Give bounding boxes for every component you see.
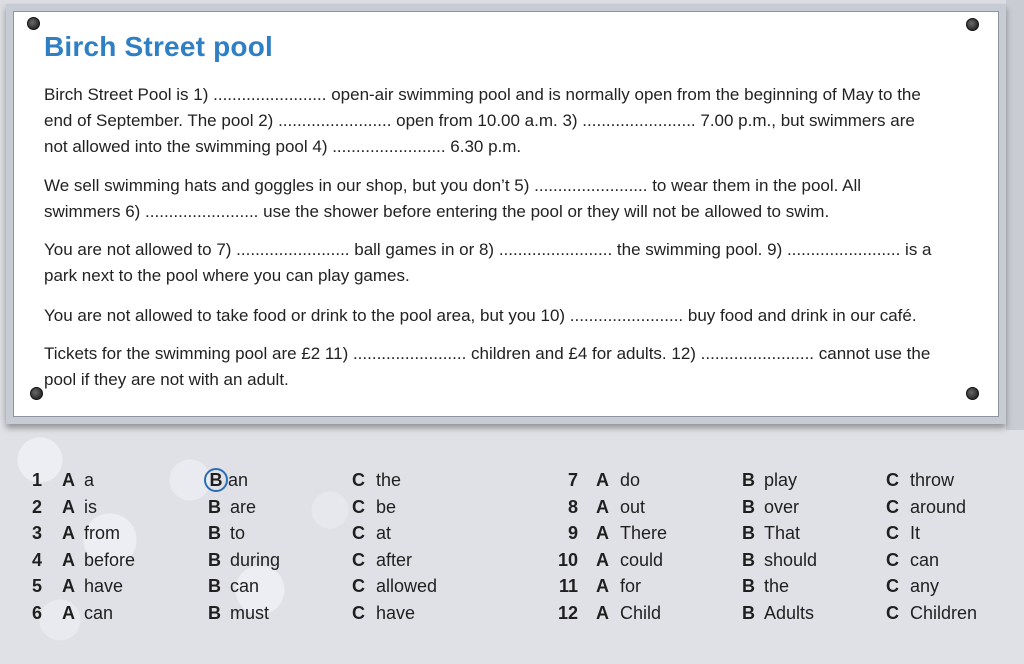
option-b: to — [230, 523, 246, 544]
question-number: 4 — [31, 549, 42, 570]
option-letter-a: A — [62, 496, 75, 517]
option-letter-c: C — [886, 496, 899, 517]
option-b: are — [230, 496, 257, 517]
option-b: should — [764, 549, 818, 570]
option-letter-b: B — [208, 576, 221, 597]
option-row — [0, 576, 480, 602]
option-row — [530, 550, 1010, 576]
option-letter-c: C — [352, 576, 365, 597]
paragraph-2 — [44, 173, 974, 225]
text-line: park next to the pool where you can play games. — [44, 266, 410, 285]
option-a: before — [84, 549, 136, 570]
option-a: is — [84, 496, 97, 517]
option-letter-b: B — [208, 523, 221, 544]
option-c: can — [910, 549, 940, 570]
option-c: It — [910, 523, 921, 544]
question-number: 1 — [31, 470, 42, 490]
option-a: could — [620, 549, 664, 570]
option-letter-c: C — [886, 549, 899, 570]
option-a: Child — [620, 603, 662, 623]
paragraph-3 — [44, 237, 974, 289]
question-number: 11 — [558, 576, 578, 597]
option-c: throw — [910, 470, 955, 490]
option-letter-a: A — [596, 470, 609, 490]
option-b: the — [764, 576, 790, 597]
option-letter-c: C — [886, 523, 899, 544]
option-b: That — [764, 523, 801, 544]
option-letter-a: A — [596, 549, 609, 570]
option-letter-a: A — [62, 549, 75, 570]
option-letter-b: B — [742, 549, 755, 570]
option-row — [530, 603, 1010, 629]
page-edge — [1006, 0, 1024, 430]
question-number: 5 — [31, 576, 42, 597]
question-number: 12 — [557, 603, 578, 623]
option-c: the — [376, 470, 402, 490]
circled-answer-icon: B — [204, 468, 228, 492]
option-b: can — [230, 576, 260, 597]
option-letter-b: B — [208, 603, 221, 623]
text-line: You are not allowed to 7) ........................ ball games in or 8) ........................ the swimming pool. 9) ........................ is a — [44, 240, 932, 259]
option-row — [530, 523, 1010, 549]
option-row — [0, 603, 480, 629]
option-letter-b: B — [742, 603, 755, 623]
option-letter-c: C — [352, 496, 365, 517]
option-a: can — [84, 603, 114, 623]
text-line: You are not allowed to take food or drink to the pool area, but you 10) ........................ buy food and drink in our café. — [44, 306, 917, 325]
option-c: have — [376, 603, 416, 623]
question-number: 2 — [31, 496, 42, 517]
option-row — [0, 497, 480, 523]
rivet-icon — [966, 18, 979, 31]
text-line: not allowed into the swimming pool 4) ........................ 6.30 p.m. — [44, 137, 522, 156]
option-letter-a: A — [596, 523, 609, 544]
option-letter-c: C — [886, 576, 899, 597]
option-letter-b: B — [742, 523, 755, 544]
question-number: 9 — [567, 523, 578, 544]
text-line: end of September. The pool 2) ........................ open from 10.00 a.m. 3) ........................ 7.00 p.m., but swimmers are — [44, 111, 915, 130]
option-row — [530, 497, 1010, 523]
option-c: at — [376, 523, 392, 544]
question-number: 7 — [567, 470, 578, 490]
option-a: out — [620, 496, 646, 517]
option-a: from — [84, 523, 120, 544]
option-letter-c: C — [352, 603, 365, 623]
option-row — [0, 523, 480, 549]
option-letter-b: B — [208, 549, 221, 570]
option-letter-c: C — [352, 523, 365, 544]
question-number: 6 — [31, 603, 42, 623]
option-b: over — [764, 496, 800, 517]
option-c: any — [910, 576, 940, 597]
option-b: Adults — [764, 603, 815, 623]
option-c: after — [376, 549, 413, 570]
text-line: We sell swimming hats and goggles in our shop, but you don’t 5) ........................ to wear them in the pool. All — [44, 176, 862, 195]
option-a: have — [84, 576, 124, 597]
option-letter-a: A — [62, 523, 75, 544]
question-number: 10 — [557, 549, 578, 570]
option-letter-b: B — [208, 496, 221, 517]
option-a: for — [620, 576, 642, 597]
text-line: swimmers 6) ........................ use the shower before entering the pool or they will not be allowed to swim. — [44, 202, 830, 221]
option-b: must — [230, 603, 270, 623]
option-letter-a: A — [596, 576, 609, 597]
option-row — [0, 470, 480, 496]
option-letter-a: A — [62, 603, 75, 623]
option-letter-a: A — [62, 576, 75, 597]
option-b: an — [228, 470, 249, 490]
text-panel — [6, 4, 1006, 424]
option-b: during — [230, 549, 281, 570]
option-letter-b: B — [742, 496, 755, 517]
option-c: around — [910, 496, 967, 517]
option-letter-b: B — [742, 576, 755, 597]
text-line: Tickets for the swimming pool are £2 11) ........................ children and £4 for adults. 12) ........................ cannot use the — [44, 344, 931, 363]
option-letter-c: C — [352, 470, 365, 490]
paragraph-4 — [44, 303, 974, 329]
page-title: Birch Street pool — [44, 31, 273, 62]
text-line: pool if they are not with an adult. — [44, 370, 289, 389]
question-number: 8 — [567, 496, 578, 517]
option-letter-a: A — [62, 470, 75, 490]
option-letter-c: C — [886, 603, 899, 623]
option-a: do — [620, 470, 641, 490]
question-number: 3 — [31, 523, 42, 544]
option-letter-c: C — [886, 470, 899, 490]
option-row — [530, 576, 1010, 602]
option-a: a — [84, 470, 95, 490]
option-b: play — [764, 470, 798, 490]
option-letter-a: A — [596, 496, 609, 517]
paragraph-5 — [44, 341, 974, 393]
option-c: allowed — [376, 576, 438, 597]
option-a: There — [620, 523, 668, 544]
option-row — [0, 550, 480, 576]
option-c: be — [376, 496, 397, 517]
rivet-icon — [27, 17, 40, 30]
option-letter-a: A — [596, 603, 609, 623]
option-letter-c: C — [352, 549, 365, 570]
option-row — [530, 470, 1010, 496]
option-c: Children — [910, 603, 978, 623]
text-line: Birch Street Pool is 1) ........................ open-air swimming pool and is normally open from the beginning of May to the — [44, 85, 921, 104]
paragraph-1 — [44, 82, 974, 160]
option-letter-b: B — [742, 470, 755, 490]
rivet-icon — [30, 387, 43, 400]
